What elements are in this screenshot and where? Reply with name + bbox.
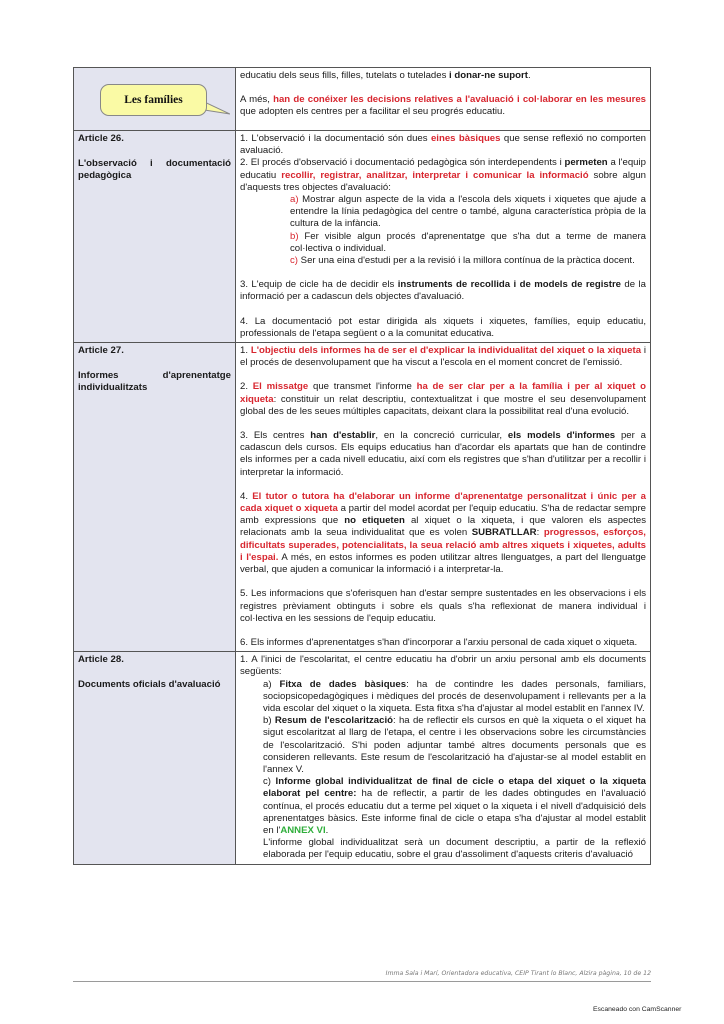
bold-text: els models d'informes xyxy=(507,430,616,442)
list-item xyxy=(263,715,646,776)
text: , en la concreció curricular, xyxy=(375,430,508,442)
list-item xyxy=(263,679,646,716)
article-title: Documents oficials d'avaluació xyxy=(78,679,221,691)
text: i el procés de desenvolupament que ha viscut a l'escola en el moment concret de l'emissió. xyxy=(240,345,647,369)
bold-text: permeten xyxy=(564,157,608,169)
text: 4. xyxy=(240,490,253,502)
text: Mostrar algun aspecte de la vida a l'escola dels xiquets i xiquetes que ajude a entendre la línia pedagògica del centre o també, alguna característica pròpia de la cultura de la infància. xyxy=(290,194,646,230)
text: : xyxy=(536,527,544,539)
highlight-text: El tutor o tutora ha d'elaborar un informe d'aprenentatge personalitzat i únic per a cada xiquet o xiqueta xyxy=(240,490,647,515)
list-marker: c) xyxy=(263,776,276,788)
bubble-label: Les famílies xyxy=(124,93,183,106)
article-title: L'observació i documentació pedagògica xyxy=(78,158,231,182)
article-heading-cell xyxy=(74,652,236,864)
text: : ha de reflectir els cursos en què la xiqueta o el xiquet ha sigut escolaritzat al llarg de l'etapa, el centre i les observacions sobre les circumstàncies de l'escolarització. S'hi poden adjuntar també altres documents personals que es consideren rellevants. Este resum de l'escolarització ha d'ajustar-se al model establit en l'annex V. xyxy=(263,715,646,775)
highlight-text: progressos, esforços, dificultats superades, potencialitats, la seua relació amb altres xiquets i xiquetes, adults i l'espai. xyxy=(240,527,646,563)
text: . xyxy=(325,824,329,836)
highlight-text: eines bàsiques xyxy=(430,133,501,144)
bold-text: SUBRATLLAR xyxy=(471,527,537,539)
list-item xyxy=(290,194,646,231)
text: Ser una eina d'estudi per a la revisió i la millora contínua de la pràctica docent. xyxy=(298,255,635,267)
highlight-text: L'objectiu dels informes ha de ser el d'explicar la individualitat del xiquet o la xiqueta xyxy=(250,345,642,357)
text: a partir del model acordat per l'equip educatiu. S'ha de redactar sempre amb expressions que xyxy=(240,503,646,527)
text: 3. L'equip de cicle ha de decidir els xyxy=(240,279,398,291)
documents-list xyxy=(240,679,646,862)
table-row xyxy=(74,652,651,864)
text: ha de reflectir, a partir de les dades obtingudes en l'avaluació contínua, el procés educatiu dut a terme pel xiquet o la xiqueta i el nivell d'adquisició dels aprenentatges bàsics. Este informe final de cicle o etapa s'ha d'ajustar al model establit en l' xyxy=(263,788,646,836)
highlight-text: han de conéixer les decisions relatives a l'avaluació i col·laborar en les mesures xyxy=(273,94,647,106)
speech-bubble xyxy=(100,84,207,116)
list-marker: b) xyxy=(263,715,275,727)
text: de la informació per a cadascun dels objectes d'avaluació. xyxy=(240,279,646,303)
text: 1. xyxy=(240,345,251,357)
paragraph: L'informe global individualitzat serà un document descriptiu, a partir de la reflexió elaborada per l'equip educatiu, sobre el grau d'assoliment d'aquests criteris d'avaluació xyxy=(263,837,646,861)
text: per a cadascun dels cursos. Els equips educatius han d'acordar els apartats que han de contindre els informes per a cada nivell educatiu, així com els registres que s'han d'utilitzar per a recollir i interpretar la informació. xyxy=(240,430,646,478)
text: al xiquet o la xiqueta, i que valoren els aspectes relacionats amb la seua individualitat que es volen xyxy=(240,515,646,539)
list-item xyxy=(290,255,646,267)
scanner-watermark: Escaneado con CamScanner xyxy=(593,1006,682,1013)
bold-text: instruments de recollida i de models de registre xyxy=(397,279,622,291)
bold-text: Informe global individualitzat de final de cicle o etapa del xiquet o la xiqueta elaborat pel centre: xyxy=(263,776,646,800)
article-heading-cell xyxy=(74,131,236,343)
list-marker: a) xyxy=(290,194,299,206)
text: 2. El procés d'observació i documentació pedagògica són interdependents i xyxy=(240,157,565,169)
article-number: Article 28. xyxy=(78,654,124,666)
text: : constituir un relat descriptiu, contextualitzat i que mostre el seu desenvolupament global des de les seues múltiples capacitats, deixant clara la possibilitat real d'una evolució. xyxy=(240,393,646,417)
articles-table xyxy=(73,67,651,865)
text: Fer visible algun procés d'aprenentatge que s'ha dut a terme de manera col·lectiva o individual. xyxy=(290,230,646,254)
annex-link: ANNEX VI xyxy=(280,824,326,836)
text: sobre algun d'aquests tres objectes d'avaluació: xyxy=(240,169,646,193)
list-item xyxy=(263,776,646,837)
table-row xyxy=(74,131,651,343)
bold-text: Fitxa de dades bàsiques xyxy=(279,678,407,690)
text: a l'equip educatiu xyxy=(240,157,646,181)
text: educatiu dels seus fills, filles, tutelats o tutelades xyxy=(240,70,450,81)
list-marker: c) xyxy=(290,255,298,267)
families-cell xyxy=(74,68,236,131)
list-item xyxy=(290,231,646,255)
bold-text: i donar-ne suport xyxy=(449,70,528,81)
text: que adopten els centres per a facilitar el seu progrés educatiu. xyxy=(240,106,506,118)
article-content xyxy=(236,343,651,652)
list-marker: b) xyxy=(290,230,299,242)
table-row xyxy=(74,68,651,131)
paragraph: 5. Les informacions que s'oferisquen han d'estar sempre sustentades en les observacions i els registres prèviament obtinguts i sobre els quals s'ha reflexionat de manera individual i col·lectiva en les sessions de l'equip educatiu. xyxy=(240,588,646,624)
article-number: Article 26. xyxy=(78,133,124,144)
paragraph: 6. Els informes d'aprenentatges s'han d'incorporar a l'arxiu personal de cada xiquet o xiqueta. xyxy=(240,636,638,648)
objects-list xyxy=(240,194,646,267)
text: . xyxy=(527,70,531,81)
bold-text: no etiqueten xyxy=(344,515,405,527)
text: que sense reflexió no comporten avaluació. xyxy=(240,133,647,157)
page-footer: Imma Sala i Marí, Orientadora educativa, CEIP Tirant lo Blanc, Alzira pàgina, 10 de 12 xyxy=(73,970,651,982)
article-number: Article 27. xyxy=(78,345,124,357)
text: 2. xyxy=(240,381,253,393)
highlight-text: recollir, registrar, analitzar, interpretar i comunicar la informació xyxy=(281,169,589,181)
highlight-text: El missatge xyxy=(252,381,309,393)
highlight-text: ha de ser clar per a la família i per al xiquet o xiqueta xyxy=(240,381,647,405)
article-content xyxy=(236,131,651,343)
text: : ha de contindre les dades personals, familiars, sociopsicopedagògiques i mèdiques del procés de desenvolupament i rellevants per a la vida escolar del xiquet o la xiqueta. Esta fitxa s'ha d'ajustar al model establit en l'annex IV. xyxy=(263,678,646,714)
bold-text: Resum de l'escolarització xyxy=(274,715,394,727)
article-title: Informes d'aprenentatge individualitzats xyxy=(78,370,231,394)
article-content xyxy=(236,652,651,864)
text: A més, xyxy=(240,94,274,106)
text: 1. L'observació i la documentació són dues xyxy=(240,133,431,144)
paragraph: 4. La documentació pot estar dirigida als xiquets i xiquetes, famílies, equip educatiu, professionals de l'etapa següent o a la comunitat educativa. xyxy=(240,315,646,339)
text: A més, en estos informes es poden utilitzar altres llenguatges, a part del llenguatge verbal, que ajuden a comunicar la informació i a interpretar-la. xyxy=(240,551,646,576)
families-content xyxy=(236,68,651,131)
list-marker: a) xyxy=(263,678,280,690)
text: 3. Els centres xyxy=(240,430,311,442)
text: que transmet l'informe xyxy=(308,381,417,393)
bold-text: han d'establir xyxy=(310,430,376,442)
table-row xyxy=(74,343,651,652)
article-heading-cell xyxy=(74,343,236,652)
paragraph: 1. A l'inici de l'escolaritat, el centre educatiu ha d'obrir un arxiu personal amb els documents següents: xyxy=(240,654,646,678)
